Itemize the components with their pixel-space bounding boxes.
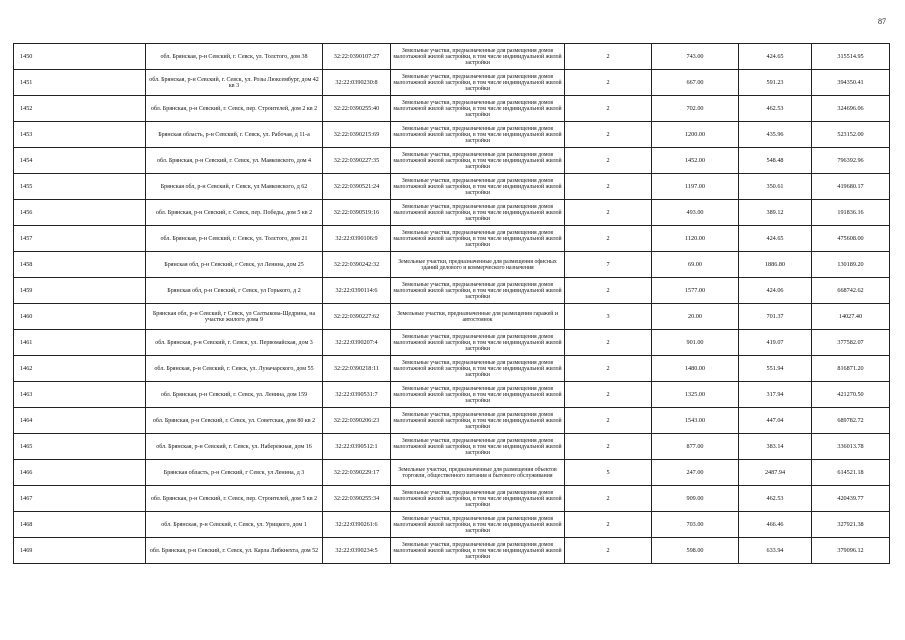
cadastral-value-cell: 324696.06 [812, 96, 890, 122]
row-number: 1462 [14, 356, 146, 382]
cadastral-number-cell: 32:22:0390218:11 [323, 356, 391, 382]
row-number: 1455 [14, 174, 146, 200]
address-cell: Брянская область, р-н Севский, г Севск, ул Ленина, д 3 [146, 460, 323, 486]
cadastral-number-cell: 32:22:0390114:6 [323, 278, 391, 304]
table-row [14, 148, 890, 174]
page-number: 87 [878, 17, 886, 26]
table-row [14, 44, 890, 70]
land-use-cell: Земельные участки, предназначенные для размещения домов малоэтажной жилой застройки, в том числе индивидуальной жилой застройки [391, 70, 565, 96]
address-cell: обл. Брянская, р-н Севский, г. Севск, ул. Первомайская, дом 3 [146, 330, 323, 356]
category-cell: 2 [565, 148, 652, 174]
unit-value-cell: 424.65 [739, 226, 812, 252]
address-cell: обл. Брянская, р-н Севский, г. Севск, пер. Строителей, дом 5 кв 2 [146, 486, 323, 512]
table-row [14, 330, 890, 356]
category-cell: 2 [565, 122, 652, 148]
land-use-cell: Земельные участки, предназначенные для размещения домов малоэтажной жилой застройки, в том числе индивидуальной жилой застройки [391, 278, 565, 304]
land-use-cell: Земельные участки, предназначенные для размещения домов малоэтажной жилой застройки, в том числе индивидуальной жилой застройки [391, 226, 565, 252]
cadastral-value-table [13, 43, 890, 564]
area-cell: 598.00 [652, 538, 739, 564]
cadastral-value-cell: 14027.40 [812, 304, 890, 330]
address-cell: обл. Брянская, р-н Севский, г. Севск, пер. Победы, дом 5 кв 2 [146, 200, 323, 226]
land-use-cell: Земельные участки, предназначенные для размещения домов малоэтажной жилой застройки, в том числе индивидуальной жилой застройки [391, 44, 565, 70]
cadastral-value-cell: 327921.38 [812, 512, 890, 538]
area-cell: 493.00 [652, 200, 739, 226]
address-cell: обл. Брянская, р-н Севский, г. Севск, ул. Советская, дом 80 кв 2 [146, 408, 323, 434]
unit-value-cell: 447.04 [739, 408, 812, 434]
row-number: 1466 [14, 460, 146, 486]
address-cell: обл. Брянская, р-н Севский, г. Севск, ул. Розы Люксембург, дом 42 кв 3 [146, 70, 323, 96]
land-use-cell: Земельные участки, предназначенные для размещения домов малоэтажной жилой застройки, в том числе индивидуальной жилой застройки [391, 96, 565, 122]
cadastral-number-cell: 32:22:0390230:8 [323, 70, 391, 96]
cadastral-number-cell: 32:22:0390242:32 [323, 252, 391, 278]
category-cell: 2 [565, 486, 652, 512]
table-row [14, 200, 890, 226]
area-cell: 247.00 [652, 460, 739, 486]
area-cell: 743.00 [652, 44, 739, 70]
area-cell: 909.00 [652, 486, 739, 512]
row-number: 1456 [14, 200, 146, 226]
cadastral-value-cell: 816871.20 [812, 356, 890, 382]
cadastral-value-cell: 419680.17 [812, 174, 890, 200]
category-cell: 2 [565, 434, 652, 460]
unit-value-cell: 383.14 [739, 434, 812, 460]
cadastral-value-cell: 689782.72 [812, 408, 890, 434]
row-number: 1467 [14, 486, 146, 512]
cadastral-number-cell: 32:22:0390531:7 [323, 382, 391, 408]
category-cell: 2 [565, 512, 652, 538]
unit-value-cell: 462.53 [739, 96, 812, 122]
row-number: 1454 [14, 148, 146, 174]
area-cell: 703.00 [652, 512, 739, 538]
cadastral-value-cell: 130189.20 [812, 252, 890, 278]
cadastral-number-cell: 32:22:0390255:40 [323, 96, 391, 122]
category-cell: 2 [565, 96, 652, 122]
row-number: 1469 [14, 538, 146, 564]
table-row [14, 226, 890, 252]
address-cell: обл. Брянская, р-н Севский, г. Севск, ул. Толстого, дом 38 [146, 44, 323, 70]
address-cell: Брянская обл, р-н Севский, г Севск, ул Ленина, дом 25 [146, 252, 323, 278]
category-cell: 2 [565, 538, 652, 564]
unit-value-cell: 633.94 [739, 538, 812, 564]
land-use-cell: Земельные участки, предназначенные для размещения домов малоэтажной жилой застройки, в том числе индивидуальной жилой застройки [391, 122, 565, 148]
cadastral-number-cell: 32:22:0390519:16 [323, 200, 391, 226]
unit-value-cell: 548.48 [739, 148, 812, 174]
table-row [14, 382, 890, 408]
cadastral-number-cell: 32:22:0390521:24 [323, 174, 391, 200]
land-use-cell: Земельные участки, предназначенные для размещения домов малоэтажной жилой застройки, в том числе индивидуальной жилой застройки [391, 174, 565, 200]
row-number: 1465 [14, 434, 146, 460]
address-cell: Брянская обл, р-н Севский, г Севск, ул Салтыкова-Щедрина, на участке жилого дома 9 [146, 304, 323, 330]
cadastral-value-cell: 475608.00 [812, 226, 890, 252]
land-use-cell: Земельные участки, предназначенные для размещения домов малоэтажной жилой застройки, в том числе индивидуальной жилой застройки [391, 486, 565, 512]
category-cell: 2 [565, 356, 652, 382]
area-cell: 702.00 [652, 96, 739, 122]
unit-value-cell: 419.07 [739, 330, 812, 356]
land-use-cell: Земельные участки, предназначенные для размещения домов малоэтажной жилой застройки, в том числе индивидуальной жилой застройки [391, 512, 565, 538]
unit-value-cell: 435.96 [739, 122, 812, 148]
table-row [14, 174, 890, 200]
address-cell: обл. Брянская, р-н Севский, г. Севск, ул. Маяковского, дом 4 [146, 148, 323, 174]
unit-value-cell: 551.94 [739, 356, 812, 382]
table-row [14, 70, 890, 96]
cadastral-value-cell: 796392.96 [812, 148, 890, 174]
category-cell: 2 [565, 330, 652, 356]
cadastral-value-cell: 668742.62 [812, 278, 890, 304]
cadastral-number-cell: 32:22:0390207:4 [323, 330, 391, 356]
table-row [14, 512, 890, 538]
row-number: 1452 [14, 96, 146, 122]
table-row [14, 538, 890, 564]
land-use-cell: Земельные участки, предназначенные для размещения домов малоэтажной жилой застройки, в том числе индивидуальной жилой застройки [391, 434, 565, 460]
cadastral-number-cell: 32:22:0390106:9 [323, 226, 391, 252]
land-use-cell: Земельные участки, предназначенные для размещения домов малоэтажной жилой застройки, в том числе индивидуальной жилой застройки [391, 356, 565, 382]
land-use-cell: Земельные участки, предназначенные для размещения домов малоэтажной жилой застройки, в том числе индивидуальной жилой застройки [391, 200, 565, 226]
area-cell: 877.00 [652, 434, 739, 460]
cadastral-value-cell: 336013.78 [812, 434, 890, 460]
unit-value-cell: 2487.94 [739, 460, 812, 486]
area-cell: 1480.00 [652, 356, 739, 382]
row-number: 1451 [14, 70, 146, 96]
address-cell: обл. Брянская, р-н Севский, г. Севск, ул. Урицкого, дом 1 [146, 512, 323, 538]
cadastral-number-cell: 32:22:0390512:1 [323, 434, 391, 460]
category-cell: 7 [565, 252, 652, 278]
table-row [14, 304, 890, 330]
area-cell: 667.00 [652, 70, 739, 96]
land-use-cell: Земельные участки, предназначенные для размещения офисных зданий делового и коммерческого назначения [391, 252, 565, 278]
cadastral-value-cell: 523152.00 [812, 122, 890, 148]
cadastral-number-cell: 32:22:0390215:69 [323, 122, 391, 148]
address-cell: Брянская обл, р-н Севский, г Севск, ул Горького, д 2 [146, 278, 323, 304]
table-row [14, 486, 890, 512]
table-row [14, 460, 890, 486]
category-cell: 5 [565, 460, 652, 486]
address-cell: обл. Брянская, р-н Севский, г. Севск, ул. Луначарского, дом 55 [146, 356, 323, 382]
category-cell: 2 [565, 382, 652, 408]
cadastral-value-cell: 421270.50 [812, 382, 890, 408]
land-use-cell: Земельные участки, предназначенные для размещения домов малоэтажной жилой застройки, в том числе индивидуальной жилой застройки [391, 408, 565, 434]
row-number: 1463 [14, 382, 146, 408]
category-cell: 2 [565, 226, 652, 252]
category-cell: 2 [565, 408, 652, 434]
unit-value-cell: 424.06 [739, 278, 812, 304]
land-use-cell: Земельные участки, предназначенные для размещения домов малоэтажной жилой застройки, в том числе индивидуальной жилой застройки [391, 330, 565, 356]
cadastral-number-cell: 32:22:0390227:35 [323, 148, 391, 174]
address-cell: обл. Брянская, р-н Севский, г. Севск, ул. Ленина, дом 159 [146, 382, 323, 408]
cadastral-number-cell: 32:22:0390107:27 [323, 44, 391, 70]
category-cell: 2 [565, 44, 652, 70]
cadastral-value-cell: 191836.16 [812, 200, 890, 226]
land-use-cell: Земельные участки, предназначенные для размещения домов малоэтажной жилой застройки, в том числе индивидуальной жилой застройки [391, 148, 565, 174]
table-row [14, 96, 890, 122]
cadastral-number-cell: 32:22:0390206:23 [323, 408, 391, 434]
area-cell: 901.00 [652, 330, 739, 356]
address-cell: Брянская обл, р-н Севский, г Севск, ул Маяковского, д 62 [146, 174, 323, 200]
row-number: 1453 [14, 122, 146, 148]
row-number: 1458 [14, 252, 146, 278]
category-cell: 2 [565, 200, 652, 226]
unit-value-cell: 466.46 [739, 512, 812, 538]
address-cell: обл. Брянская, р-н Севский, г. Севск, ул. Карла Либкнехта, дом 52 [146, 538, 323, 564]
cadastral-value-cell: 379096.12 [812, 538, 890, 564]
category-cell: 3 [565, 304, 652, 330]
cadastral-value-cell: 315514.95 [812, 44, 890, 70]
address-cell: Брянская область, р-н Севский, г. Севск, ул. Рабочая, д 11-а [146, 122, 323, 148]
table-row [14, 122, 890, 148]
address-cell: обл. Брянская, р-н Севский, г. Севск, ул. Набережная, дом 16 [146, 434, 323, 460]
area-cell: 1197.00 [652, 174, 739, 200]
unit-value-cell: 701.37 [739, 304, 812, 330]
category-cell: 2 [565, 70, 652, 96]
cadastral-number-cell: 32:22:0390227:62 [323, 304, 391, 330]
row-number: 1461 [14, 330, 146, 356]
cadastral-value-cell: 394350.41 [812, 70, 890, 96]
cadastral-value-cell: 420439.77 [812, 486, 890, 512]
unit-value-cell: 350.61 [739, 174, 812, 200]
cadastral-number-cell: 32:22:0390255:34 [323, 486, 391, 512]
land-use-cell: Земельные участки, предназначенные для размещения домов малоэтажной жилой застройки, в том числе индивидуальной жилой застройки [391, 538, 565, 564]
land-use-cell: Земельные участки, предназначенные для размещения гаражей и автостоянок [391, 304, 565, 330]
land-use-cell: Земельные участки, предназначенные для размещения домов малоэтажной жилой застройки, в том числе индивидуальной жилой застройки [391, 382, 565, 408]
unit-value-cell: 462.53 [739, 486, 812, 512]
area-cell: 1120.00 [652, 226, 739, 252]
unit-value-cell: 591.23 [739, 70, 812, 96]
row-number: 1450 [14, 44, 146, 70]
table-row [14, 434, 890, 460]
address-cell: обл. Брянская, р-н Севский, г. Севск, пер. Строителей, дом 2 кв 2 [146, 96, 323, 122]
cadastral-number-cell: 32:22:0390234:5 [323, 538, 391, 564]
area-cell: 1543.00 [652, 408, 739, 434]
area-cell: 1200.00 [652, 122, 739, 148]
row-number: 1457 [14, 226, 146, 252]
unit-value-cell: 1886.80 [739, 252, 812, 278]
address-cell: обл. Брянская, р-н Севский, г. Севск, ул. Толстого, дом 21 [146, 226, 323, 252]
row-number: 1464 [14, 408, 146, 434]
cadastral-number-cell: 32:22:0390229:17 [323, 460, 391, 486]
row-number: 1460 [14, 304, 146, 330]
table-row [14, 408, 890, 434]
cadastral-value-cell: 614521.18 [812, 460, 890, 486]
area-cell: 1325.00 [652, 382, 739, 408]
land-use-cell: Земельные участки, предназначенные для размещения объектов торговли, общественного питания и бытового обслуживания [391, 460, 565, 486]
table-row [14, 252, 890, 278]
category-cell: 2 [565, 174, 652, 200]
cadastral-value-cell: 377582.07 [812, 330, 890, 356]
unit-value-cell: 317.94 [739, 382, 812, 408]
area-cell: 1452.00 [652, 148, 739, 174]
cadastral-number-cell: 32:22:0390261:6 [323, 512, 391, 538]
unit-value-cell: 389.12 [739, 200, 812, 226]
row-number: 1459 [14, 278, 146, 304]
unit-value-cell: 424.65 [739, 44, 812, 70]
area-cell: 1577.00 [652, 278, 739, 304]
area-cell: 69.00 [652, 252, 739, 278]
area-cell: 20.00 [652, 304, 739, 330]
table-row [14, 278, 890, 304]
category-cell: 2 [565, 278, 652, 304]
table-row [14, 356, 890, 382]
row-number: 1468 [14, 512, 146, 538]
